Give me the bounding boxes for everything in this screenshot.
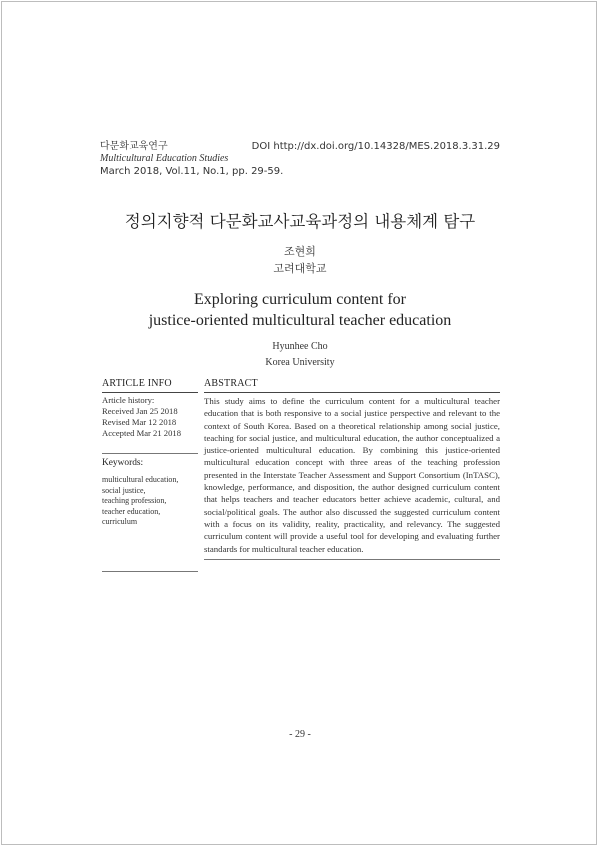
title-english (0, 289, 600, 331)
keywords-rule-bottom (102, 571, 198, 572)
keyword-item: teaching profession, (102, 496, 167, 506)
abstract-heading: ABSTRACT (204, 378, 258, 389)
keywords-heading: Keywords: (102, 458, 144, 468)
journal-issue: March 2018, Vol.11, No.1, pp. 29-59. (100, 166, 284, 177)
journal-name-english: Multicultural Education Studies (100, 153, 229, 164)
title-english-line-1: Exploring curriculum content for (194, 291, 406, 308)
abstract-text: This study aims to define the curriculum content for a multicultural teacher education that is both responsive to a social justice perspective and relevant to the context of South Korea. Based on a theoretical relationship among social justice, teaching for social justice, and multicultural education, the author conceptualized a justice-oriented multicultural education. By combining this justice-oriented multicultural education concept with three areas of the teaching profession presented in the Interstate Teacher Assessment and Support Consortium (InTASC), knowledge, performance, and disposition, the author designed curriculum content that helps teachers and teacher educators better achieve academic, cultural, and social/political goals. The author also discussed the suggested curriculum content with a focus on its validity, reality, practicality, and relevancy. The suggested curriculum content will provide a useful tool for developing and evaluating further standards for multicultural teacher education. (204, 396, 500, 554)
accepted-date: Accepted Mar 21 2018 (102, 428, 181, 438)
revised-date: Revised Mar 12 2018 (102, 417, 177, 427)
journal-name-korean: 다문화교육연구 (100, 141, 168, 152)
affiliation-korean: 고려대학교 (273, 262, 327, 275)
author-korean: 조현희 (284, 245, 316, 258)
abstract-rule-bottom (204, 559, 500, 560)
keyword-item: curriculum (102, 517, 138, 527)
title-korean: 정의지향적 다문화교사교육과정의 내용체계 탐구 (124, 212, 476, 231)
received-date: Received Jan 25 2018 (102, 406, 178, 416)
article-info-column (102, 378, 198, 572)
affiliation-english: Korea University (265, 357, 335, 368)
keyword-item: social justice, (102, 485, 146, 495)
keyword-item: multicultural education, (102, 475, 179, 484)
article-info-heading: ARTICLE INFO (102, 378, 172, 389)
keywords-list (102, 471, 198, 532)
author-english: Hyunhee Cho (272, 341, 328, 352)
doi-link[interactable]: DOI http://dx.doi.org/10.14328/MES.2018.3.31.29 (251, 141, 500, 152)
keyword-item: teacher education, (102, 506, 161, 516)
abstract-column (204, 378, 500, 560)
article-history (102, 393, 198, 439)
history-label: Article history: (102, 395, 155, 405)
title-english-line-2: justice-oriented multicultural teacher education (148, 312, 452, 329)
page-number: - 29 - (289, 729, 311, 740)
